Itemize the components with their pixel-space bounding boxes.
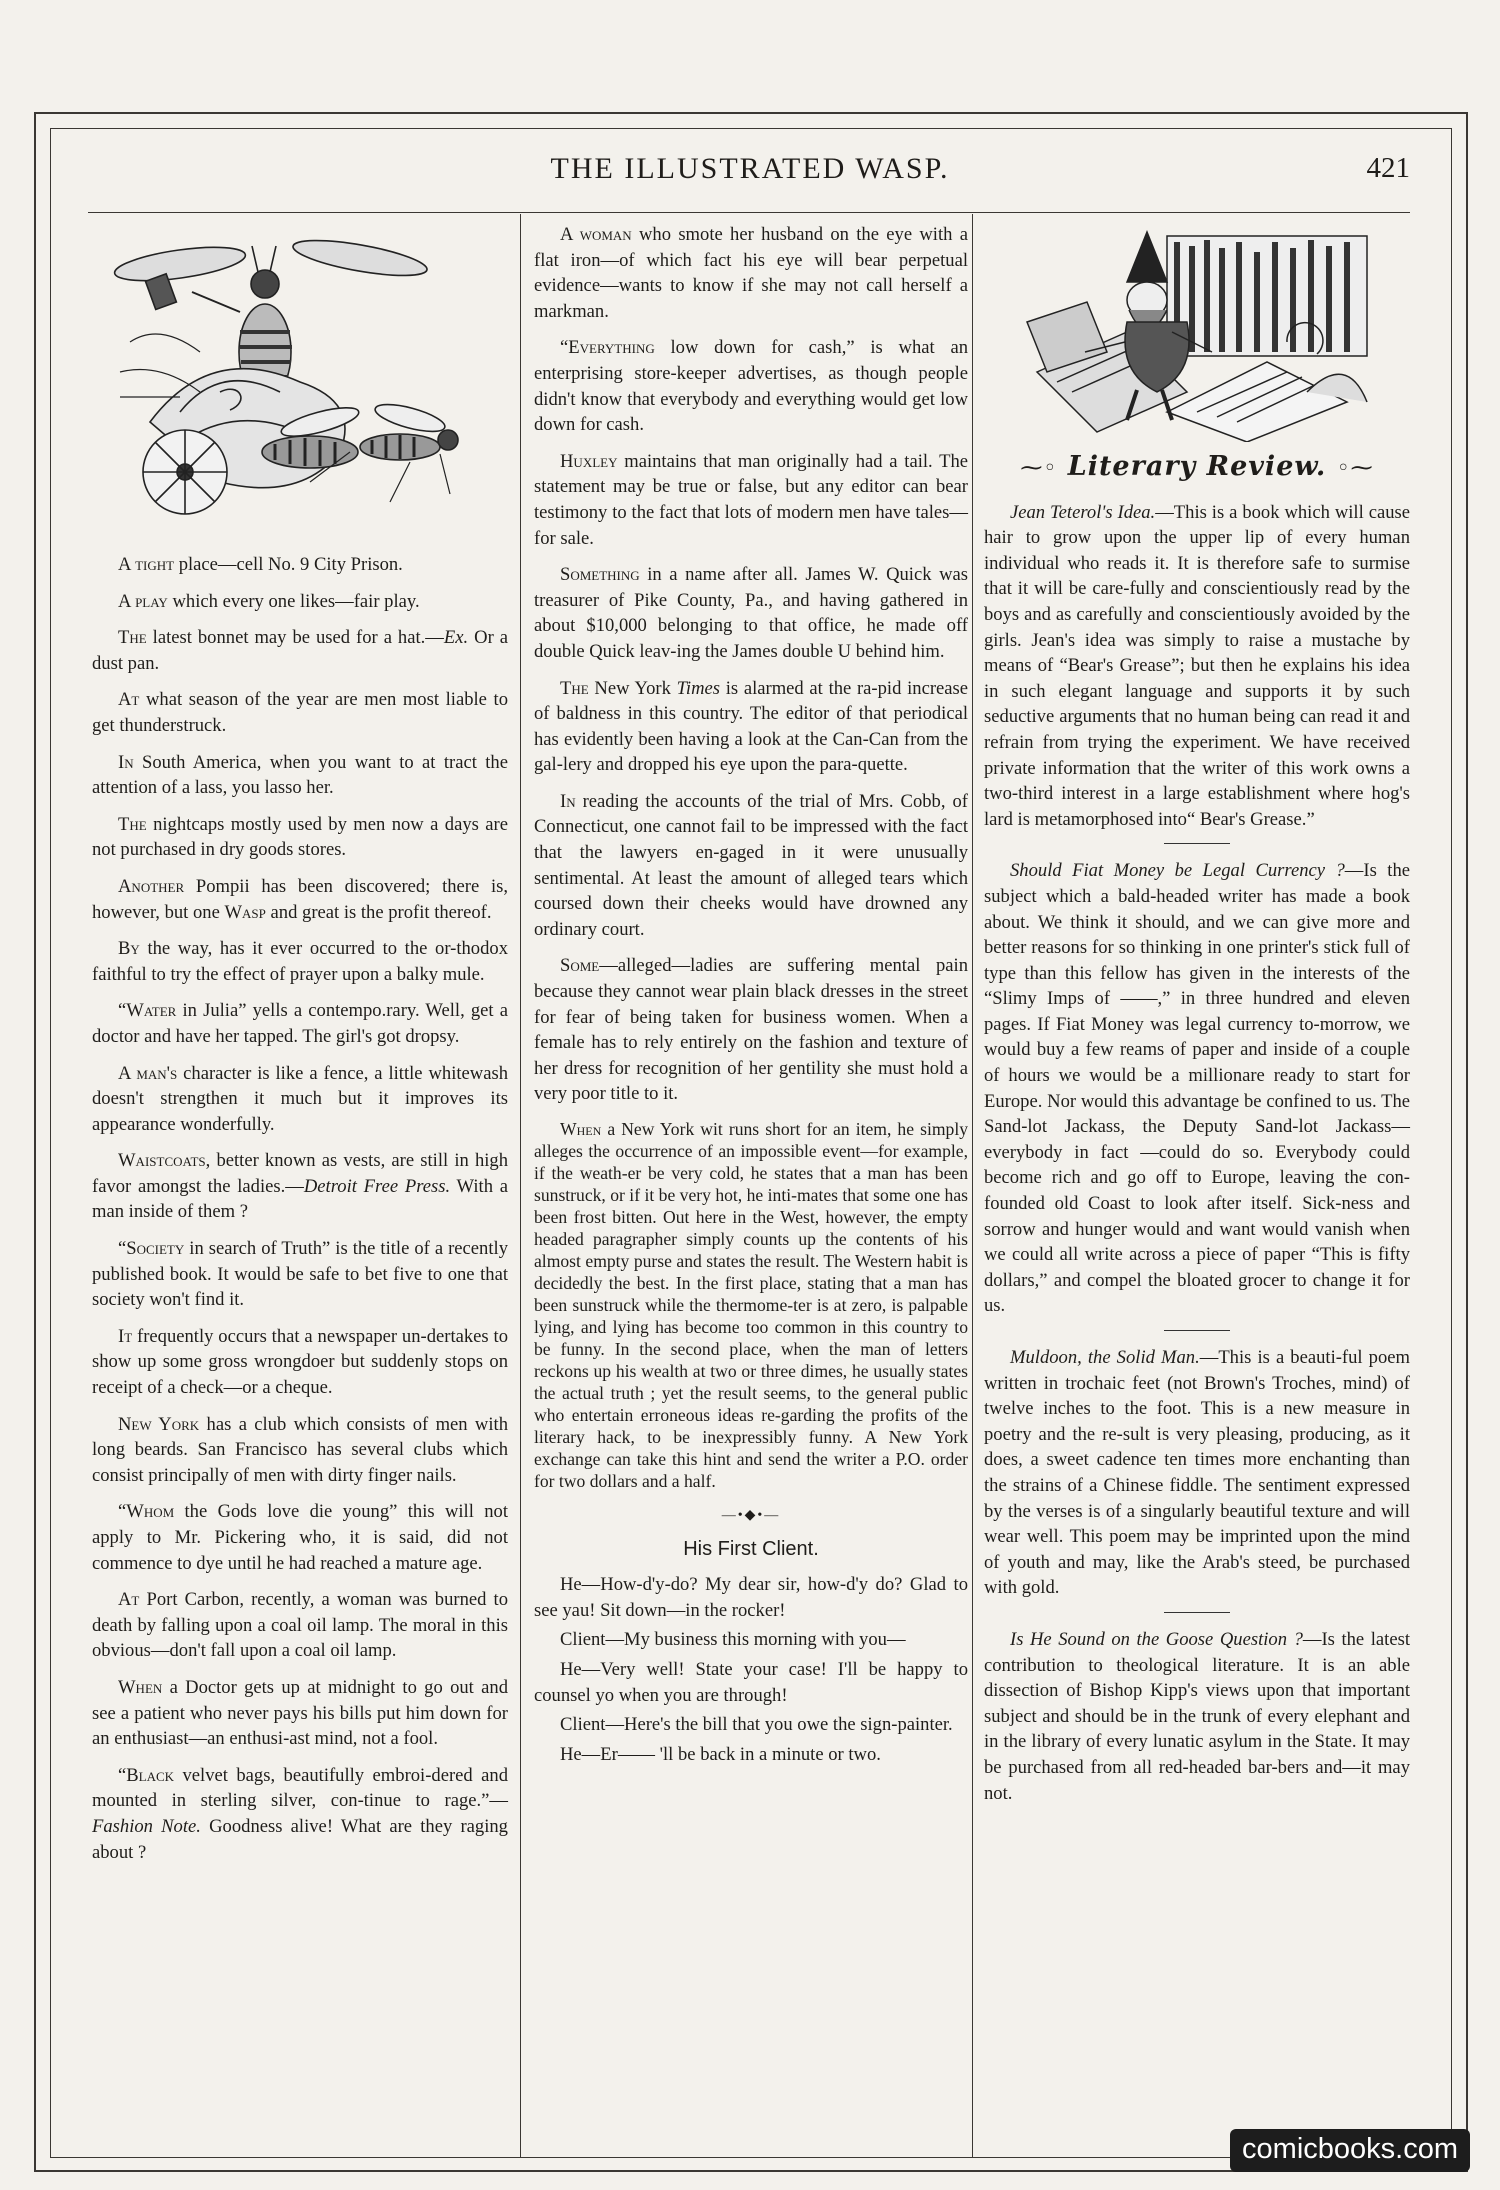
- paragraph: By the way, has it ever occurred to the or-thodox faithful to try the effect of prayer upon a balky mule.: [92, 938, 508, 985]
- paragraph: When a Doctor gets up at midnight to go out and see a patient who never pays his bills put him down for an enthusiast—an enthusi-ast mind, not a fool.: [92, 1676, 508, 1750]
- page-header: [90, 152, 1410, 202]
- paragraph: Waistcoats, better known as vests, are still in high favor amongst the ladies.—Detroit Free Press. With a man inside of them ?: [92, 1150, 509, 1223]
- paragraph: In South America, when you want to at tract the attention of a lass, you lasso her.: [92, 751, 508, 799]
- paragraph: When a New York wit runs short for an item, he simply alleges the occurrence of an impossible event—for example, if the weath-er be very cold, he states that a man has been sunstruck, or if it be very hot, he inti-mates that some one has been frost bitten. Out here in the West, however, the empty headed paragrapher simply counts up the contents of his almost empty purse and states the result. The Western habit is decidedly the best. In the first place, stating that a man has been sunstruck while the thermome-ter is at zero, is palpable lying, and lying has become too common in this country to be funny. In the second place, when the man of letters reckons up his wealth at two or three dimes, he usually states the actual truth ; yet the result seems, to the general public who entertain erroneous ideas re-garding the profits of the literary hack, to be inexpressibly funny. A New York exchange can take this hint and send the writer a P.O. order for two dollars and a half.: [534, 1119, 968, 1491]
- paragraph: New York has a club which consists of men with long beards. San Francisco has several clubs which consist principally of men with dirty finger nails.: [92, 1413, 508, 1486]
- paragraph: A tight place—cell No. 9 City Prison.: [118, 554, 403, 575]
- paragraph: Something in a name after all. James W. Quick was treasurer of Pike County, Pa., and having gathered in about $10,000 belonging to that office, he made off double Quick leav-ing the James double U behind him.: [534, 564, 968, 662]
- paragraph: In reading the accounts of the trial of Mrs. Cobb, of Connecticut, one cannot fail to be impressed with the fact that the lawyers en-gaged in it were unusually sentimental. At least the amount of alleged tears which coursed down their cheeks would have drowned any ordinary court.: [534, 790, 968, 940]
- dialogue-line: He—Very well! State your case! I'll be happy to counsel yo when you are through!: [534, 1658, 968, 1706]
- literary-review-title: ⁓◦ Literary Review. ◦⁓: [1020, 451, 1374, 482]
- dialogue-line: He—How-d'y-do? My dear sir, how-d'y do? Glad to see yau! Sit down—in the rocker!: [534, 1574, 968, 1621]
- column-rule-2: [972, 214, 973, 2158]
- column-2: [534, 222, 968, 1771]
- divider: [1164, 1612, 1230, 1613]
- paragraph: A man's character is like a fence, a little whitewash doesn't strengthen it much but it improves its appearance wonderfully.: [92, 1062, 508, 1135]
- paragraph: The latest bonnet may be used for a hat.—Ex. Or a dust pan.: [92, 627, 509, 674]
- paragraph: It frequently occurs that a newspaper un-dertakes to show up some gross wrongdoer but suddenly stops on receipt of a check—or a cheque.: [92, 1325, 508, 1399]
- review-paragraph: Is He Sound on the Goose Question ?—Is the latest contribution to theological literature. It is an able dissection of Bishop Kipp's views upon that important subject and should be in the trunk of every elephant and in the library of every lunatic asylum in the State. It may be purchased from all red-headed bar-bers and—it may not.: [984, 1628, 1410, 1804]
- review-paragraph: Muldoon, the Solid Man.—This is a beauti-ful poem written in trochaic feet (not Brown's Troches, mind) of twelve inches to the foot. This is a new measure in poetry and the re-sult is very pleasing, producing, as it does, a sweet cadence ten times more enchanting than the strains of a Chinese fiddle. The sentiment expressed by the verses is of a singularly beautiful texture and will wear well. This poem may be imprinted upon the mind of youth and may, like the Arab's steed, be purchased with gold.: [984, 1347, 1410, 1599]
- wasp-chariot-illustration: [110, 222, 490, 532]
- paragraph: At Port Carbon, recently, a woman was burned to death by falling upon a coal oil lamp. The moral in this obvious—don't fall upon a coal oil lamp.: [92, 1589, 508, 1662]
- masthead-title: THE ILLUSTRATED WASP.: [550, 152, 950, 185]
- column-1: [92, 222, 508, 1876]
- paragraph: “Society in search of Truth” is the title of a recently published book. It would be safe to bet five to one that society won't find it.: [92, 1238, 508, 1311]
- dialogue-line: He—Er—— 'll be back in a minute or two.: [560, 1743, 881, 1765]
- paragraph: Huxley maintains that man originally had a tail. The statement may be true or false, but any editor can bear testimony to the fact that lots of modern men have tales—for sale.: [534, 450, 968, 549]
- review-paragraph: Should Fiat Money be Legal Currency ?—Is the subject which a bald-headed writer has made a book about. We think it should, and we can give more and better reasons for so thinking in one printer's stick full of type than this fellow has given in the interests of the “Slimy Imps of ——,” in three hundred and eleven pages. If Fiat Money was legal currency to-morrow, we would buy a few reams of paper and inside of a couple of hours we would be a millionare ready to start for Europe. Nor would this advantage be confined to us. The Sand-lot Jackass, the Deputy Sand-lot Jackass—everybody in fact —could do so. Everybody could become rich and go off to Europe, leaving the con-founded old Coast to look after itself. Sick-ness and sorrow and hunger would and want would vanish when we could all write across a piece of paper “This is fifty dollars,” and compel the bloated grocer to change it for us.: [984, 860, 1410, 1317]
- column-3: [984, 222, 1410, 1817]
- flourish-left-icon: ⁓◦: [1020, 456, 1058, 481]
- dialogue-line: Client—Here's the bill that you owe the sign-painter.: [560, 1714, 953, 1736]
- column-rule-1: [520, 214, 521, 2158]
- header-rule: [88, 212, 1410, 213]
- paragraph: “Black velvet bags, beautifully embroi-dered and mounted in sterling silver, con-tinue to rage.”—Fashion Note. Goodness alive! What are they raging about ?: [92, 1764, 508, 1863]
- paragraph: The New York Times is alarmed at the ra-pid increase of baldness in this country. The editor of that periodical has evidently been having a look at the Can-Can from the gal-lery and dropped his eye upon the para-quette.: [534, 677, 969, 776]
- watermark-badge: comicbooks.com: [1230, 2129, 1470, 2172]
- paragraph: A woman who smote her husband on the eye with a flat iron—of which fact his eye will bear perpetual evidence—wants to know if she may not call herself a markman.: [534, 224, 968, 322]
- paragraph: “Water in Julia” yells a contempo.rary. Well, get a doctor and have her tapped. The girl's got dropsy.: [92, 1000, 508, 1047]
- flourish-right-icon: ◦⁓: [1336, 456, 1374, 481]
- paragraph: “Everything low down for cash,” is what an enterprising store-keeper advertises, as though people didn't know that everybody and everything would get low down for cash.: [534, 337, 968, 436]
- paragraph: A play which every one likes—fair play.: [118, 590, 420, 612]
- section-ornament: —•◆•—: [721, 1508, 781, 1523]
- paragraph: “Whom the Gods love die young” this will not apply to Mr. Pickering who, it is said, did not commence to dye until he had reached a mature age.: [92, 1501, 508, 1574]
- paragraph: Another Pompii has been discovered; there is, however, but one Wasp and great is the profit thereof.: [92, 875, 508, 923]
- gnome-with-books-illustration: [1017, 222, 1377, 442]
- divider: [1164, 843, 1230, 844]
- paragraph: The nightcaps mostly used by men now a days are not purchased in dry goods stores.: [92, 813, 508, 861]
- page-number: 421: [1366, 152, 1410, 184]
- paragraph: At what season of the year are men most liable to get thunderstruck.: [92, 689, 508, 736]
- section-heading: His First Client.: [683, 1537, 819, 1560]
- divider: [1164, 1330, 1230, 1331]
- dialogue-line: Client—My business this morning with you—: [560, 1629, 906, 1651]
- review-paragraph: Jean Teterol's Idea.—This is a book which will cause hair to grow upon the upper lip of every human individual who reads it. It is therefore safe to surmise that it will be care-fully and conscientiously read by the boys and as carefully and conscientiously avoided by the girls. Jean's idea was simply to raise a mustache by means of “Bear's Grease”; but then he explains his idea in such elegant language and supports it by such seductive arguments that no human being can read it and refrain from trying the experiment. We have received private information that the writer of this work owns a two-third interest in a large establishment where hog's lard is metamorphosed into“ Bear's Grease.”: [984, 501, 1411, 830]
- paragraph: Some—alleged—ladies are suffering mental pain because they cannot wear plain black dresses in the street for fear of being taken for business women. When a female has to rely entirely on the fashion and texture of her dress for recognition of her gentility she must hold a very poor title to it.: [534, 955, 968, 1105]
